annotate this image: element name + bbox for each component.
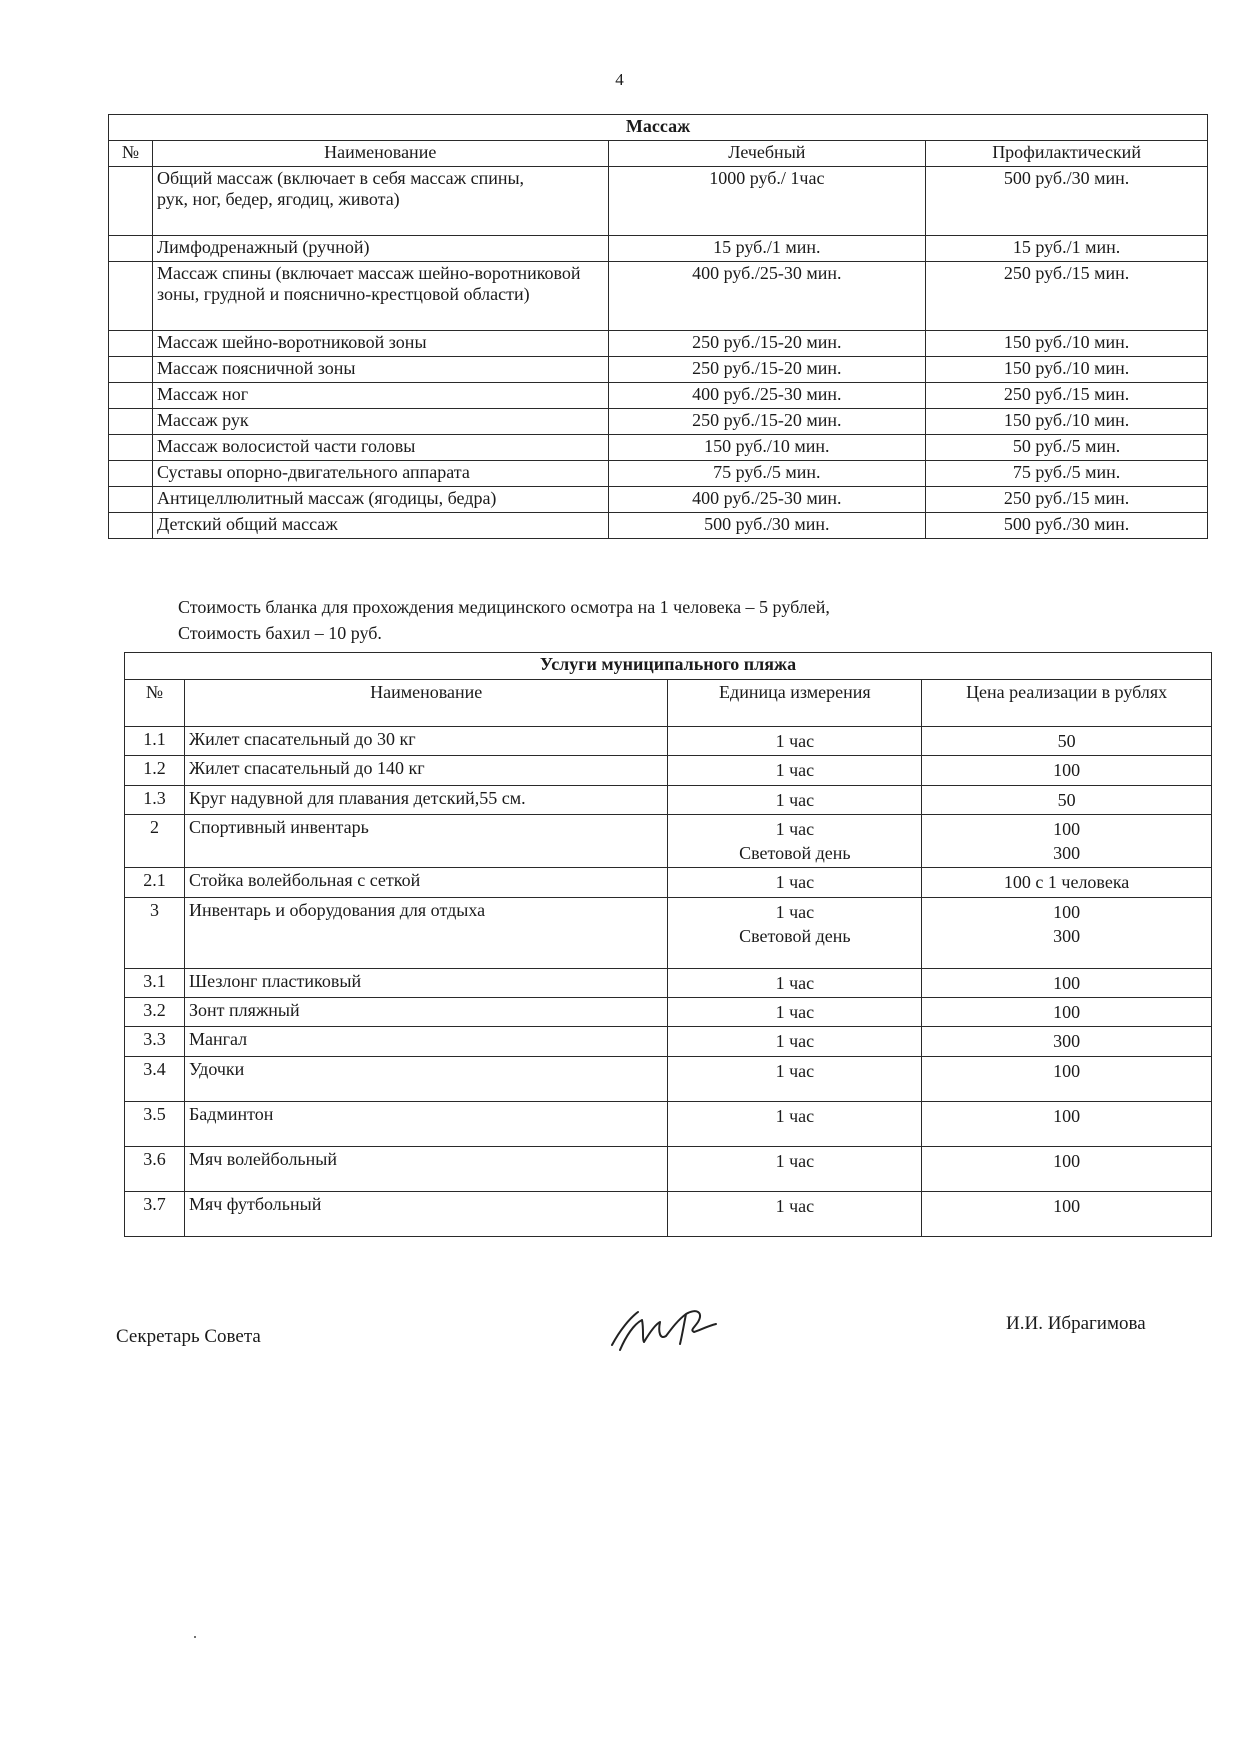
item-name: Мяч волейбольный: [184, 1146, 668, 1191]
item-number: 3.5: [125, 1101, 185, 1146]
unit-value: Световой день: [739, 926, 851, 947]
item-name: Инвентарь и оборудования для отдыха: [184, 897, 668, 968]
preventive-price: 250 руб./15 мин.: [926, 262, 1208, 331]
item-name: Шезлонг пластиковый: [184, 968, 668, 997]
therapeutic-price: 400 руб./25-30 мин.: [608, 487, 926, 513]
item-number: 3.4: [125, 1056, 185, 1101]
preventive-price: 150 руб./10 мин.: [926, 357, 1208, 383]
shoe-covers-note: Стоимость бахил – 10 руб.: [178, 623, 382, 643]
price-cell: [922, 998, 1212, 1027]
column-header: Лечебный: [608, 141, 926, 167]
preventive-price: 250 руб./15 мин.: [926, 383, 1208, 409]
row-number-cell: [109, 435, 153, 461]
table-row: [109, 331, 1208, 357]
massage-table-caption: Массаж: [109, 115, 1208, 141]
table-row: [125, 785, 1212, 814]
column-header: №: [109, 141, 153, 167]
item-number: 2.1: [125, 868, 185, 897]
price-value: 300: [1053, 1031, 1081, 1052]
service-name: Лимфодренажный (ручной): [152, 236, 608, 262]
service-name: Массаж поясничной зоны: [152, 357, 608, 383]
row-number-cell: [109, 262, 153, 331]
column-header: Наименование: [184, 680, 668, 727]
row-number-cell: [109, 331, 153, 357]
table-row: [125, 1056, 1212, 1101]
therapeutic-price: 250 руб./15-20 мин.: [608, 409, 926, 435]
column-header: Наименование: [152, 141, 608, 167]
service-name: Общий массаж (включает в себя массаж спины, рук, ног, бедер, ягодиц, живота): [152, 167, 608, 236]
table-row: [125, 727, 1212, 756]
unit-value: 1 час: [775, 1105, 815, 1126]
price-cell: [922, 1027, 1212, 1056]
unit-value: 1 час: [775, 731, 815, 751]
unit-value: 1 час: [775, 789, 815, 810]
unit-value: 1 час: [775, 901, 815, 922]
table-row: [125, 868, 1212, 897]
price-cell: [922, 1191, 1212, 1236]
preventive-price: 50 руб./5 мин.: [926, 435, 1208, 461]
item-number: 2: [125, 814, 185, 868]
table-row: [125, 968, 1212, 997]
item-name: Бадминтон: [184, 1101, 668, 1146]
table-row: [125, 998, 1212, 1027]
massage-table: [108, 114, 1208, 539]
price-value: 100: [1053, 1195, 1081, 1216]
unit-cell: [668, 1146, 922, 1191]
table-row: [125, 756, 1212, 785]
unit-value: 1 час: [775, 872, 815, 893]
table-row: [109, 461, 1208, 487]
beach-table-caption: Услуги муниципального пляжа: [125, 653, 1212, 680]
therapeutic-price: 400 руб./25-30 мин.: [608, 262, 926, 331]
service-name: Суставы опорно-двигательного аппарата: [152, 461, 608, 487]
price-value: 300: [1053, 843, 1081, 864]
preventive-price: 500 руб./30 мин.: [926, 513, 1208, 539]
price-cell: [922, 897, 1212, 968]
preventive-price: 15 руб./1 мин.: [926, 236, 1208, 262]
table-row: [125, 1101, 1212, 1146]
therapeutic-price: 150 руб./10 мин.: [608, 435, 926, 461]
speck: [194, 1636, 196, 1638]
table-row: [125, 1146, 1212, 1191]
service-name: Детский общий массаж: [152, 513, 608, 539]
page-number: 4: [615, 70, 624, 89]
price-value: 50: [1057, 731, 1076, 751]
item-name: Круг надувной для плавания детский,55 см.: [184, 785, 668, 814]
unit-value: 1 час: [775, 1031, 815, 1052]
price-value: 100: [1053, 760, 1081, 781]
table-row: [109, 167, 1208, 236]
row-number-cell: [109, 236, 153, 262]
item-name: Жилет спасательный до 140 кг: [184, 756, 668, 785]
unit-cell: [668, 785, 922, 814]
therapeutic-price: 15 руб./1 мин.: [608, 236, 926, 262]
table-row: [109, 383, 1208, 409]
price-value: 100: [1053, 972, 1081, 993]
price-cell: [922, 727, 1212, 756]
price-cell: [922, 1056, 1212, 1101]
unit-value: 1 час: [775, 1060, 815, 1081]
price-value: 100: [1053, 818, 1081, 839]
table-row: [125, 1191, 1212, 1236]
row-number-cell: [109, 513, 153, 539]
price-cell: [922, 968, 1212, 997]
medical-form-note: Стоимость бланка для прохождения медицинского осмотра на 1 человека – 5 рублей,: [178, 597, 830, 617]
column-header: №: [125, 680, 185, 727]
item-number: 3.1: [125, 968, 185, 997]
unit-value: 1 час: [775, 1195, 815, 1216]
table-row: [109, 262, 1208, 331]
unit-value: 1 час: [775, 760, 815, 781]
preventive-price: 75 руб./5 мин.: [926, 461, 1208, 487]
unit-cell: [668, 998, 922, 1027]
table-row: [125, 1027, 1212, 1056]
unit-cell: [668, 756, 922, 785]
price-value: 100: [1053, 1060, 1081, 1081]
unit-cell: [668, 727, 922, 756]
column-header: Цена реализации в рублях: [922, 680, 1212, 727]
table-row: [109, 487, 1208, 513]
table-row: [109, 236, 1208, 262]
item-name: Стойка волейбольная с сеткой: [184, 868, 668, 897]
table-row: [109, 357, 1208, 383]
signatory-name: И.И. Ибрагимова: [1006, 1313, 1146, 1334]
table-row: [125, 897, 1212, 968]
item-name: Жилет спасательный до 30 кг: [184, 727, 668, 756]
table-row: [125, 814, 1212, 868]
price-cell: [922, 868, 1212, 897]
unit-cell: [668, 1191, 922, 1236]
service-name: Антицеллюлитный массаж (ягодицы, бедра): [152, 487, 608, 513]
item-name: Мяч футбольный: [184, 1191, 668, 1236]
item-number: 3.2: [125, 998, 185, 1027]
therapeutic-price: 500 руб./30 мин.: [608, 513, 926, 539]
item-number: 1.2: [125, 756, 185, 785]
preventive-price: 150 руб./10 мин.: [926, 409, 1208, 435]
unit-cell: [668, 814, 922, 868]
price-cell: [922, 785, 1212, 814]
preventive-price: 150 руб./10 мин.: [926, 331, 1208, 357]
unit-cell: [668, 897, 922, 968]
unit-value: 1 час: [775, 972, 815, 993]
therapeutic-price: 400 руб./25-30 мин.: [608, 383, 926, 409]
unit-value: 1 час: [775, 1150, 815, 1171]
row-number-cell: [109, 461, 153, 487]
table-row: [109, 513, 1208, 539]
preventive-price: 500 руб./30 мин.: [926, 167, 1208, 236]
price-value: 100 с 1 человека: [1003, 872, 1130, 893]
item-number: 1.1: [125, 727, 185, 756]
therapeutic-price: 75 руб./5 мин.: [608, 461, 926, 487]
service-name: Массаж волосистой части головы: [152, 435, 608, 461]
unit-cell: [668, 1101, 922, 1146]
price-value: 100: [1053, 1150, 1081, 1171]
price-value: 50: [1057, 789, 1076, 810]
price-value: 100: [1053, 1105, 1081, 1126]
service-name: Массаж ног: [152, 383, 608, 409]
item-number: 3.3: [125, 1027, 185, 1056]
therapeutic-price: 1000 руб./ 1час: [608, 167, 926, 236]
unit-cell: [668, 1027, 922, 1056]
item-number: 3: [125, 897, 185, 968]
item-number: 3.7: [125, 1191, 185, 1236]
column-header: Профилактический: [926, 141, 1208, 167]
item-number: 1.3: [125, 785, 185, 814]
price-cell: [922, 1146, 1212, 1191]
row-number-cell: [109, 357, 153, 383]
service-name: Массаж рук: [152, 409, 608, 435]
item-name: Мангал: [184, 1027, 668, 1056]
price-value: 100: [1053, 1002, 1081, 1023]
unit-value: 1 час: [775, 1002, 815, 1023]
unit-value: Световой день: [739, 843, 851, 864]
item-name: Спортивный инвентарь: [184, 814, 668, 868]
table-row: [109, 435, 1208, 461]
therapeutic-price: 250 руб./15-20 мин.: [608, 357, 926, 383]
price-cell: [922, 1101, 1212, 1146]
row-number-cell: [109, 409, 153, 435]
service-name: Массаж спины (включает массаж шейно-воротниковой зоны, грудной и пояснично-крестцовой области): [152, 262, 608, 331]
preventive-price: 250 руб./15 мин.: [926, 487, 1208, 513]
therapeutic-price: 250 руб./15-20 мин.: [608, 331, 926, 357]
column-header: Единица измерения: [668, 680, 922, 727]
unit-cell: [668, 868, 922, 897]
service-name: Массаж шейно-воротниковой зоны: [152, 331, 608, 357]
price-cell: [922, 756, 1212, 785]
row-number-cell: [109, 487, 153, 513]
handwritten-signature: [600, 1300, 730, 1360]
unit-cell: [668, 968, 922, 997]
unit-cell: [668, 1056, 922, 1101]
beach-services-table: [124, 652, 1212, 1237]
signatory-role: Секретарь Совета: [116, 1326, 261, 1347]
row-number-cell: [109, 167, 153, 236]
price-cell: [922, 814, 1212, 868]
item-number: 3.6: [125, 1146, 185, 1191]
table-row: [109, 409, 1208, 435]
row-number-cell: [109, 383, 153, 409]
item-name: Удочки: [184, 1056, 668, 1101]
price-value: 100: [1053, 901, 1081, 922]
price-value: 300: [1053, 926, 1081, 947]
item-name: Зонт пляжный: [184, 998, 668, 1027]
unit-value: 1 час: [775, 818, 815, 839]
